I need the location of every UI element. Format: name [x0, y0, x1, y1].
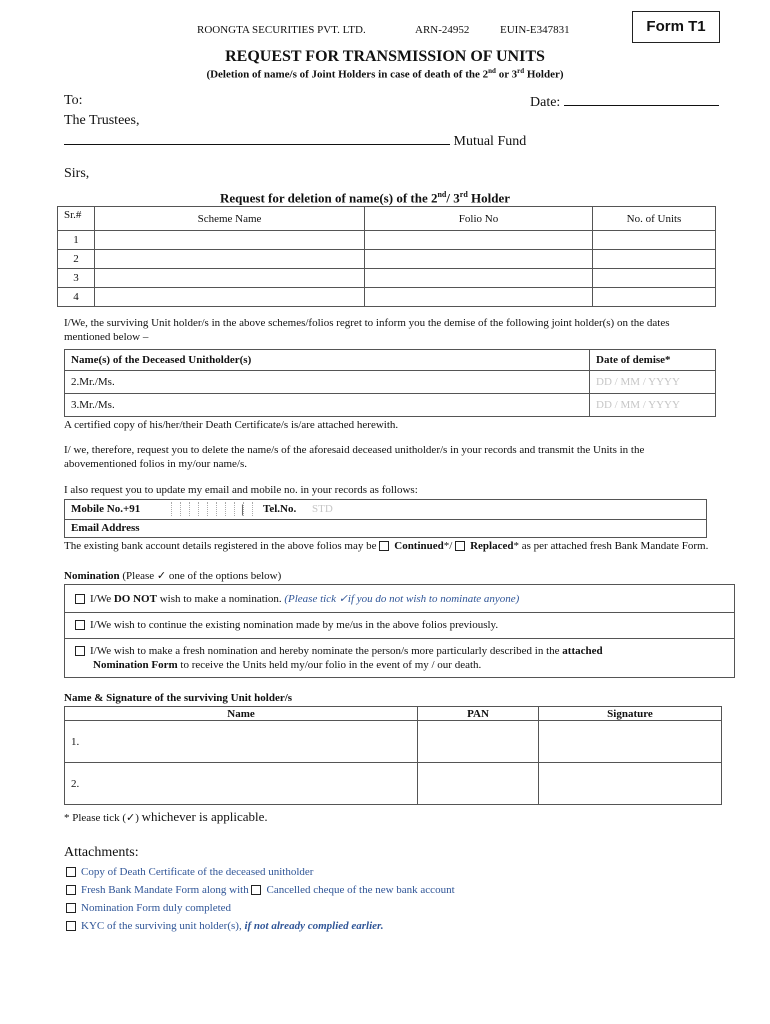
units-cell[interactable]: [593, 269, 716, 288]
tel-label: Tel.No.: [263, 503, 297, 515]
to-label: To:: [64, 93, 83, 108]
checkbox-icon[interactable]: [66, 885, 76, 895]
folio-cell[interactable]: [365, 231, 593, 250]
holder-name-cell[interactable]: 2.: [65, 763, 418, 805]
request-text: I/ we, therefore, request you to delete the name/s of the aforesaid deceased unitholder/s in your records and transmit the Units in the abovementioned folios in my/our name/s.: [64, 444, 645, 470]
units-cell[interactable]: [593, 288, 716, 307]
demise-date-header: Date of demise*: [590, 350, 716, 371]
demise-date-cell[interactable]: DD / MM / YYYY: [590, 371, 716, 394]
nomination-option-continue[interactable]: I/We wish to continue the existing nomination made by me/us in the above folios previously.: [75, 619, 498, 631]
checkbox-icon[interactable]: [75, 594, 85, 604]
units-header: No. of Units: [593, 207, 716, 231]
checkbox-icon[interactable]: [75, 620, 85, 630]
table-row: [65, 394, 716, 417]
units-cell[interactable]: [593, 231, 716, 250]
nomination-heading: Nomination (Please ✓ one of the options below): [64, 570, 282, 582]
contact-box: [64, 499, 707, 538]
replaced-checkbox[interactable]: [455, 541, 465, 551]
bank-mandate-text: The existing bank account details registered in the above folios may be Continued*/ Replaced* as per attached fresh Bank Mandate Form.: [64, 540, 709, 552]
deceased-name-cell[interactable]: 2.Mr./Ms.: [65, 371, 590, 394]
folio-header: Folio No: [365, 207, 593, 231]
table-row: 1: [58, 231, 716, 250]
euin-code: EUIN-E347831: [500, 24, 570, 36]
attachments-heading: Attachments:: [64, 845, 139, 860]
date-field[interactable]: Date:: [530, 93, 719, 111]
scheme-cell[interactable]: [95, 288, 365, 307]
folio-cell[interactable]: [365, 250, 593, 269]
folio-cell[interactable]: [365, 288, 593, 307]
email-label[interactable]: Email Address: [71, 522, 140, 534]
checkbox-icon[interactable]: [66, 921, 76, 931]
table-row: [65, 371, 716, 394]
units-cell[interactable]: [593, 250, 716, 269]
holder-signature-cell[interactable]: [539, 721, 722, 763]
std-input[interactable]: STD: [312, 503, 333, 515]
signature-header: Signature: [539, 707, 722, 721]
signatures-table: [64, 706, 722, 805]
checkbox-icon[interactable]: [66, 903, 76, 913]
nomination-option-fresh[interactable]: I/We wish to make a fresh nomination and hereby nominate the person/s more particularly described in the attached Nomination Form to receive the Units held my/our folio in the event of my / our death.: [75, 644, 715, 672]
footnote: * Please tick (✓) whichever is applicable.: [64, 809, 268, 824]
sr-header: Sr.#: [58, 207, 95, 231]
table-row: [65, 763, 722, 805]
mobile-label: Mobile No.+91: [71, 503, 141, 515]
holder-pan-cell[interactable]: [418, 721, 539, 763]
form-code-badge: Form T1: [632, 11, 720, 43]
attachment-kyc[interactable]: KYC of the surviving unit holder(s), if not already complied earlier.: [66, 920, 383, 932]
checkbox-icon[interactable]: [75, 646, 85, 656]
nomination-option-none[interactable]: I/We DO NOT wish to make a nomination. (Please tick ✓if you do not wish to nominate anyone): [75, 592, 519, 605]
mobile-end-bar: |: [241, 501, 244, 516]
pan-header: PAN: [418, 707, 539, 721]
mobile-input[interactable]: [163, 502, 253, 516]
table-row: 2: [58, 250, 716, 269]
checkbox-icon[interactable]: [251, 885, 261, 895]
contact-intro: I also request you to update my email and mobile no. in your records as follows:: [64, 484, 418, 496]
attachment-death-certificate[interactable]: Copy of Death Certificate of the deceased unitholder: [66, 866, 313, 878]
attachment-bank-mandate[interactable]: Fresh Bank Mandate Form along with Cancelled cheque of the new bank account: [66, 884, 455, 896]
scheme-header: Scheme Name: [95, 207, 365, 231]
deletion-table: [57, 206, 716, 307]
scheme-cell[interactable]: [95, 231, 365, 250]
signatures-heading: Name & Signature of the surviving Unit holder/s: [64, 692, 293, 704]
checkbox-icon[interactable]: [66, 867, 76, 877]
certificate-note: A certified copy of his/her/their Death Certificate/s is/are attached herewith.: [64, 419, 399, 431]
deletion-heading: Request for deletion of name(s) of the 2nd/ 3rd Holder: [220, 190, 511, 206]
demise-intro: I/We, the surviving Unit holder/s in the above schemes/folios regret to inform you the demise of the following joint holder(s) on the dates mentioned below –: [64, 317, 670, 343]
table-row: 4: [58, 288, 716, 307]
deceased-name-header: Name(s) of the Deceased Unitholder(s): [65, 350, 590, 371]
form-subtitle: (Deletion of name/s of Joint Holders in case of death of the 2nd or 3rd Holder): [206, 67, 564, 81]
table-row: 3: [58, 269, 716, 288]
trustees-label: The Trustees,: [64, 113, 140, 128]
holder-pan-cell[interactable]: [418, 763, 539, 805]
mutual-fund-field[interactable]: Mutual Fund: [64, 132, 526, 150]
table-row: [65, 721, 722, 763]
demise-table: [64, 349, 716, 417]
scheme-cell[interactable]: [95, 250, 365, 269]
scheme-cell[interactable]: [95, 269, 365, 288]
attachment-nomination-form[interactable]: Nomination Form duly completed: [66, 902, 231, 914]
demise-date-cell[interactable]: DD / MM / YYYY: [590, 394, 716, 417]
deceased-name-cell[interactable]: 3.Mr./Ms.: [65, 394, 590, 417]
folio-cell[interactable]: [365, 269, 593, 288]
form-title: REQUEST FOR TRANSMISSION OF UNITS: [225, 48, 545, 65]
salutation: Sirs,: [64, 166, 90, 181]
company-name: ROONGTA SECURITIES PVT. LTD.: [197, 24, 366, 36]
name-header: Name: [65, 707, 418, 721]
nomination-box: [64, 584, 735, 678]
continued-checkbox[interactable]: [379, 541, 389, 551]
holder-name-cell[interactable]: 1.: [65, 721, 418, 763]
arn-code: ARN-24952: [415, 24, 470, 36]
holder-signature-cell[interactable]: [539, 763, 722, 805]
